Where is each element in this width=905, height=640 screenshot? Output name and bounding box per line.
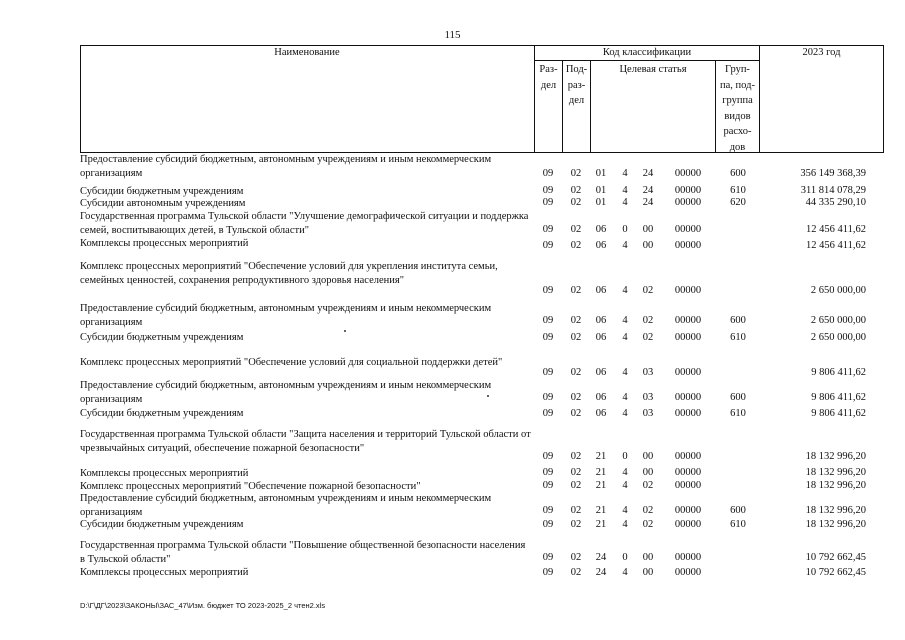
amount-cell: 9 806 411,62 [811,392,866,403]
table-row [80,197,884,209]
row-name: Комплекс процессных мероприятий "Обеспечение условий для укрепления института семьи, семейных ценностей, сохранения репродуктивного здоровья населения" [80,261,498,286]
target-direction-cell: 00000 [674,315,702,326]
target-element-cell: 00 [642,224,654,235]
target-element-cell: 03 [642,392,654,403]
amount-cell: 356 149 368,39 [800,168,866,179]
podrazdel-cell: 02 [570,392,582,403]
razdel-cell: 09 [542,467,554,478]
expense-group-cell: 610 [730,408,746,419]
podrazdel-cell: 02 [570,519,582,530]
scan-speck [344,330,346,332]
razdel-cell: 09 [542,367,554,378]
table-row [80,153,884,181]
target-type-cell: 4 [622,332,628,343]
amount-cell: 9 806 411,62 [811,408,866,419]
target-type-cell: 4 [622,408,628,419]
podrazdel-cell: 02 [570,332,582,343]
razdel-cell: 09 [542,332,554,343]
target-program-cell: 06 [595,392,607,403]
table-row [80,237,884,253]
expense-group-cell: 610 [730,519,746,530]
target-direction-cell: 00000 [674,197,702,208]
table-row [80,539,884,565]
target-type-cell: 0 [622,224,628,235]
target-direction-cell: 00000 [674,408,702,419]
row-name: Субсидии автономным учреждениям [80,198,246,209]
header-razdel [535,62,562,93]
expense-group-cell: 600 [730,505,746,516]
header-group [716,62,759,155]
razdel-cell: 09 [542,197,554,208]
header-podrazdel [563,62,590,109]
razdel-cell: 09 [542,168,554,179]
header-name: Наименование [274,47,340,58]
header-group-line: па, под- [720,79,755,91]
target-program-cell: 01 [595,168,607,179]
table-row [80,467,884,479]
target-element-cell: 02 [642,480,654,491]
podrazdel-cell: 02 [570,480,582,491]
amount-cell: 2 650 000,00 [810,332,866,343]
target-program-cell: 21 [595,519,607,530]
target-element-cell: 03 [642,367,654,378]
header-year: 2023 год [802,47,841,58]
header-podrazdel-line: раз- [567,79,586,91]
target-element-cell: 00 [642,467,654,478]
header-target: Целевая статья [619,64,687,75]
razdel-cell: 09 [542,392,554,403]
target-direction-cell: 00000 [674,552,702,563]
razdel-cell: 09 [542,408,554,419]
header-left-border [80,45,81,153]
podrazdel-cell: 02 [570,315,582,326]
target-program-cell: 21 [595,505,607,516]
target-direction-cell: 00000 [674,224,702,235]
row-name: Комплекс процессных мероприятий "Обеспечение условий для социальной поддержки детей" [80,357,503,368]
target-direction-cell: 00000 [674,240,702,251]
amount-cell: 2 650 000,00 [810,315,866,326]
target-direction-cell: 00000 [674,505,702,516]
target-type-cell: 4 [622,505,628,516]
amount-cell: 10 792 662,45 [805,567,866,578]
target-program-cell: 06 [595,285,607,296]
target-element-cell: 24 [642,197,654,208]
target-direction-cell: 00000 [674,519,702,530]
target-type-cell: 0 [622,552,628,563]
row-name: Субсидии бюджетным учреждениям [80,186,244,197]
row-name: Государственная программа Тульской области "Улучшение демографической ситуации и поддержка семей, воспитывающих детей, в Тульской области" [80,211,529,236]
header-group-line: расхо- [723,126,752,137]
target-program-cell: 06 [595,315,607,326]
target-type-cell: 4 [622,240,628,251]
row-name: Комплекс процессных мероприятий "Обеспечение пожарной безопасности" [80,481,421,492]
podrazdel-cell: 02 [570,408,582,419]
row-name: Субсидии бюджетным учреждениям [80,408,244,419]
row-name: Предоставление субсидий бюджетным, автономным учреждениям и иным некоммерческим организациям [80,493,492,518]
table-row [80,379,884,405]
razdel-cell: 09 [542,552,554,563]
table-row [80,428,884,464]
table-row [80,185,884,197]
target-program-cell: 21 [595,480,607,491]
expense-group-cell: 620 [730,197,746,208]
amount-cell: 18 132 996,20 [805,451,866,462]
expense-group-cell: 600 [730,392,746,403]
header-razdel-line: Раз- [539,64,558,75]
target-program-cell: 06 [595,332,607,343]
target-program-cell: 24 [595,552,607,563]
amount-cell: 10 792 662,45 [805,552,866,563]
target-direction-cell: 00000 [674,168,702,179]
target-type-cell: 4 [622,197,628,208]
row-name: Государственная программа Тульской области "Повышение общественной безопасности населения в Тульской области" [80,540,526,565]
header-code: Код классификации [602,47,692,58]
target-program-cell: 01 [595,185,607,196]
target-type-cell: 4 [622,567,628,578]
razdel-cell: 09 [542,505,554,516]
podrazdel-cell: 02 [570,467,582,478]
footer-path: D:\Г\ДГ\2023\ЗАКОНЫ\ЗАС_47\Изм. бюджет ТО 2023-2025_2 чтен2.xls [80,601,326,610]
razdel-cell: 09 [542,451,554,462]
amount-cell: 18 132 996,20 [805,519,866,530]
header-group-line: видов [724,110,751,122]
header-podrazdel-line: Под- [565,64,588,75]
target-element-cell: 24 [642,168,654,179]
header-podrazdel-line: дел [568,95,585,106]
podrazdel-cell: 02 [570,168,582,179]
target-type-cell: 4 [622,367,628,378]
razdel-cell: 09 [542,285,554,296]
amount-cell: 12 456 411,62 [806,240,866,251]
amount-cell: 2 650 000,00 [810,285,866,296]
target-element-cell: 00 [642,451,654,462]
target-direction-cell: 00000 [674,332,702,343]
target-type-cell: 4 [622,168,628,179]
podrazdel-cell: 02 [570,451,582,462]
table-row [80,331,884,345]
expense-group-cell: 610 [730,332,746,343]
podrazdel-cell: 02 [570,185,582,196]
target-type-cell: 4 [622,519,628,530]
target-program-cell: 06 [595,224,607,235]
razdel-cell: 09 [542,224,554,235]
row-name: Субсидии бюджетным учреждениям [80,519,244,530]
razdel-cell: 09 [542,315,554,326]
target-type-cell: 4 [622,285,628,296]
target-element-cell: 00 [642,552,654,563]
row-name: Предоставление субсидий бюджетным, автономным учреждениям и иным некоммерческим организациям [80,154,492,179]
table-row [80,302,884,328]
target-program-cell: 06 [595,240,607,251]
amount-cell: 18 132 996,20 [805,480,866,491]
amount-cell: 311 814 078,29 [800,185,866,196]
target-program-cell: 06 [595,367,607,378]
target-program-cell: 06 [595,408,607,419]
podrazdel-cell: 02 [570,224,582,235]
target-element-cell: 00 [642,567,654,578]
row-name: Предоставление субсидий бюджетным, автономным учреждениям и иным некоммерческим организациям [80,380,492,405]
target-program-cell: 01 [595,197,607,208]
razdel-cell: 09 [542,480,554,491]
amount-cell: 18 132 996,20 [805,505,866,516]
header-right-border [883,45,884,153]
table-row [80,492,884,518]
target-type-cell: 4 [622,315,628,326]
page-number: 115 [444,29,461,41]
table-row [80,480,884,492]
razdel-cell: 09 [542,567,554,578]
amount-cell: 12 456 411,62 [806,224,866,235]
target-element-cell: 02 [642,285,654,296]
podrazdel-cell: 02 [570,367,582,378]
podrazdel-cell: 02 [570,567,582,578]
target-direction-cell: 00000 [674,285,702,296]
row-name: Предоставление субсидий бюджетным, автономным учреждениям и иным некоммерческим организациям [80,303,492,328]
table-header [80,45,884,153]
target-direction-cell: 00000 [674,567,702,578]
table-row [80,210,884,237]
row-name: Субсидии бюджетным учреждениям [80,332,244,343]
table-row [80,356,884,380]
target-element-cell: 02 [642,519,654,530]
target-direction-cell: 00000 [674,451,702,462]
target-direction-cell: 00000 [674,367,702,378]
target-direction-cell: 00000 [674,392,702,403]
amount-cell: 18 132 996,20 [805,467,866,478]
scan-speck [487,395,489,397]
razdel-cell: 09 [542,240,554,251]
target-direction-cell: 00000 [674,480,702,491]
target-direction-cell: 00000 [674,185,702,196]
target-direction-cell: 00000 [674,467,702,478]
target-type-cell: 4 [622,185,628,196]
header-group-line: Груп- [725,64,750,75]
target-program-cell: 21 [595,467,607,478]
podrazdel-cell: 02 [570,552,582,563]
target-type-cell: 0 [622,451,628,462]
expense-group-cell: 600 [730,168,746,179]
target-element-cell: 02 [642,505,654,516]
row-name: Комплексы процессных мероприятий [80,238,249,249]
amount-cell: 9 806 411,62 [811,367,866,378]
podrazdel-cell: 02 [570,505,582,516]
target-type-cell: 4 [622,480,628,491]
table-row [80,260,884,298]
razdel-cell: 09 [542,519,554,530]
amount-cell: 44 335 290,10 [805,197,866,208]
podrazdel-cell: 02 [570,197,582,208]
podrazdel-cell: 02 [570,285,582,296]
table-row [80,407,884,421]
header-group-line: группа [722,95,753,106]
header-group-line: дов [729,141,746,153]
target-type-cell: 4 [622,392,628,403]
target-element-cell: 24 [642,185,654,196]
target-program-cell: 21 [595,451,607,462]
row-name: Государственная программа Тульской области "Защита населения и территорий Тульской области от чрезвычайных ситуаций, обеспечение пожарной безопасности" [80,429,531,454]
expense-group-cell: 610 [730,185,746,196]
header-razdel-line: дел [540,79,557,91]
header-col-divider [759,45,760,153]
target-program-cell: 24 [595,567,607,578]
row-name: Комплексы процессных мероприятий [80,468,249,479]
table-row [80,518,884,532]
target-element-cell: 02 [642,315,654,326]
expense-group-cell: 600 [730,315,746,326]
table-row [80,566,884,580]
row-name: Комплексы процессных мероприятий [80,567,249,578]
target-element-cell: 00 [642,240,654,251]
target-element-cell: 03 [642,408,654,419]
target-type-cell: 4 [622,467,628,478]
target-element-cell: 02 [642,332,654,343]
razdel-cell: 09 [542,185,554,196]
podrazdel-cell: 02 [570,240,582,251]
